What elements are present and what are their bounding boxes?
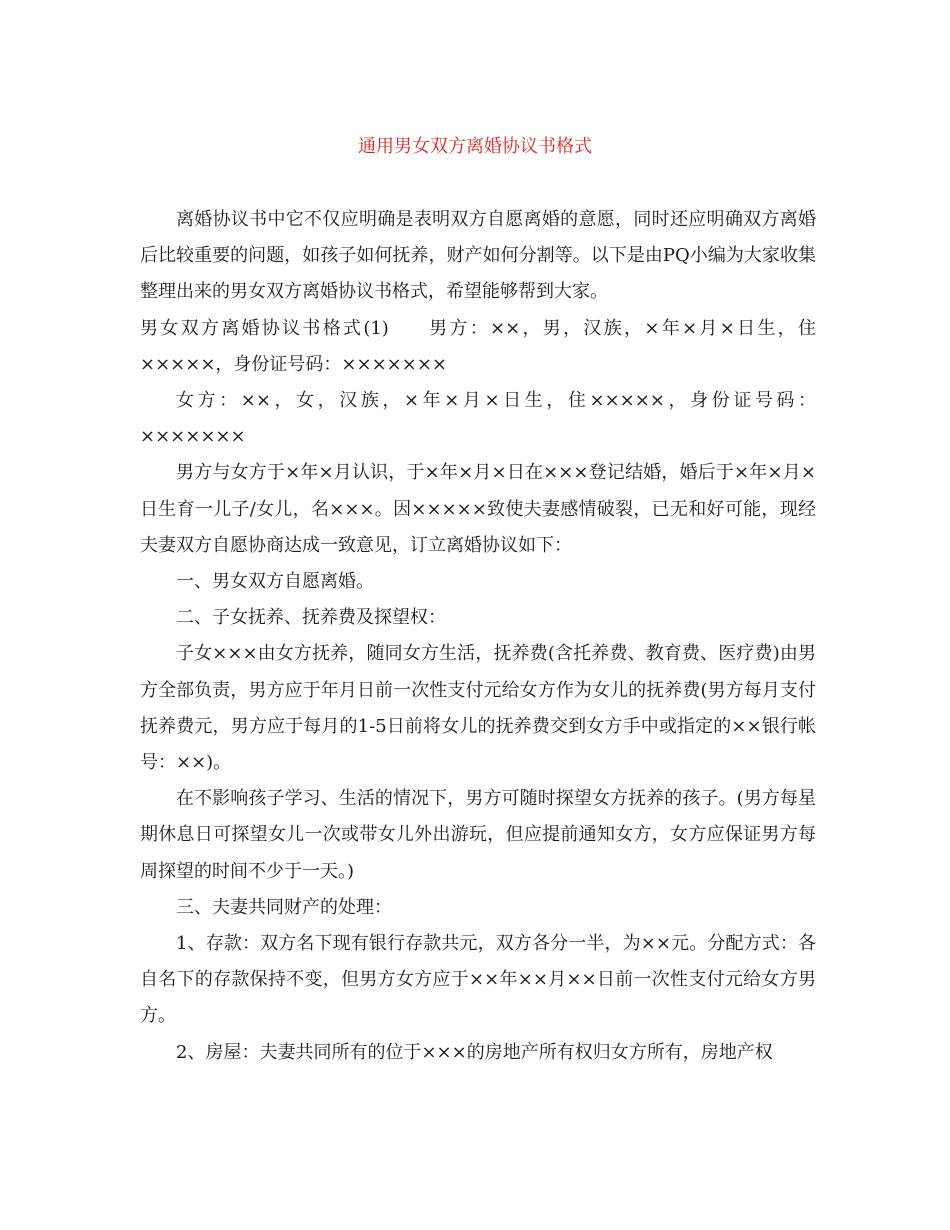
document-body: [140, 202, 816, 1071]
document-title: 通用男女双方离婚协议书格式: [358, 136, 592, 157]
visitation-paragraph: 在不影响孩子学习、生活的情况下，男方可随时探望女方抚养的孩子。(男方每星期休息日可探望女儿一次或带女儿外出游玩，但应提前通知女方，女方应保证男方每周探望的时间不少于一天。): [140, 788, 816, 882]
clause-1: 一、男女双方自愿离婚。: [176, 571, 374, 593]
male-party-paragraph: [140, 311, 816, 383]
house-paragraph: 2、房屋：夫妻共同所有的位于×××的房地产所有权归女方所有，房地产权: [176, 1041, 773, 1063]
intro-paragraph: 离婚协议书中它不仅应明确是表明双方自愿离婚的意愿，同时还应明确双方离婚后比较重要的问题，如孩子如何抚养，财产如何分割等。以下是由PQ小编为大家收集整理出来的男女双方离婚协议书格式，希望能够帮到大家。: [140, 209, 816, 303]
male-party-text: 男方：××，男，汉族，×年×月×日生，住×××××，身份证号码：×××××××: [140, 317, 816, 375]
female-party-paragraph: 女方：××，女，汉族，×年×月×日生，住×××××，身份证号码：×××××××: [140, 390, 816, 448]
format-heading: 男女双方离婚协议书格式(1): [140, 317, 389, 339]
clause-3: 三、夫妻共同财产的处理：: [176, 896, 392, 918]
child-support-paragraph: 子女×××由女方抚养，随同女方生活，抚养费(含托养费、教育费、医疗费)由男方全部负责，男方应于年月日前一次性支付元给女方作为女儿的抚养费(男方每月支付抚养费元，男方应于每月的1-5日前将女儿的抚养费交到女方手中或指定的××银行帐号：××)。: [140, 643, 816, 774]
deposits-paragraph: 1、存款：双方名下现有银行存款共元，双方各分一半，为××元。分配方式：各自名下的存款保持不变，但男方女方应于××年××月××日前一次性支付元给女方男方。: [140, 933, 816, 1027]
marriage-facts-paragraph: 男方与女方于×年×月认识，于×年×月×日在×××登记结婚，婚后于×年×月×日生育一儿子/女儿，名×××。因×××××致使夫妻感情破裂，已无和好可能，现经夫妻双方自愿协商达成一致意见，订立离婚协议如下：: [140, 462, 816, 556]
clause-2: 二、子女抚养、抚养费及探望权：: [176, 607, 446, 629]
